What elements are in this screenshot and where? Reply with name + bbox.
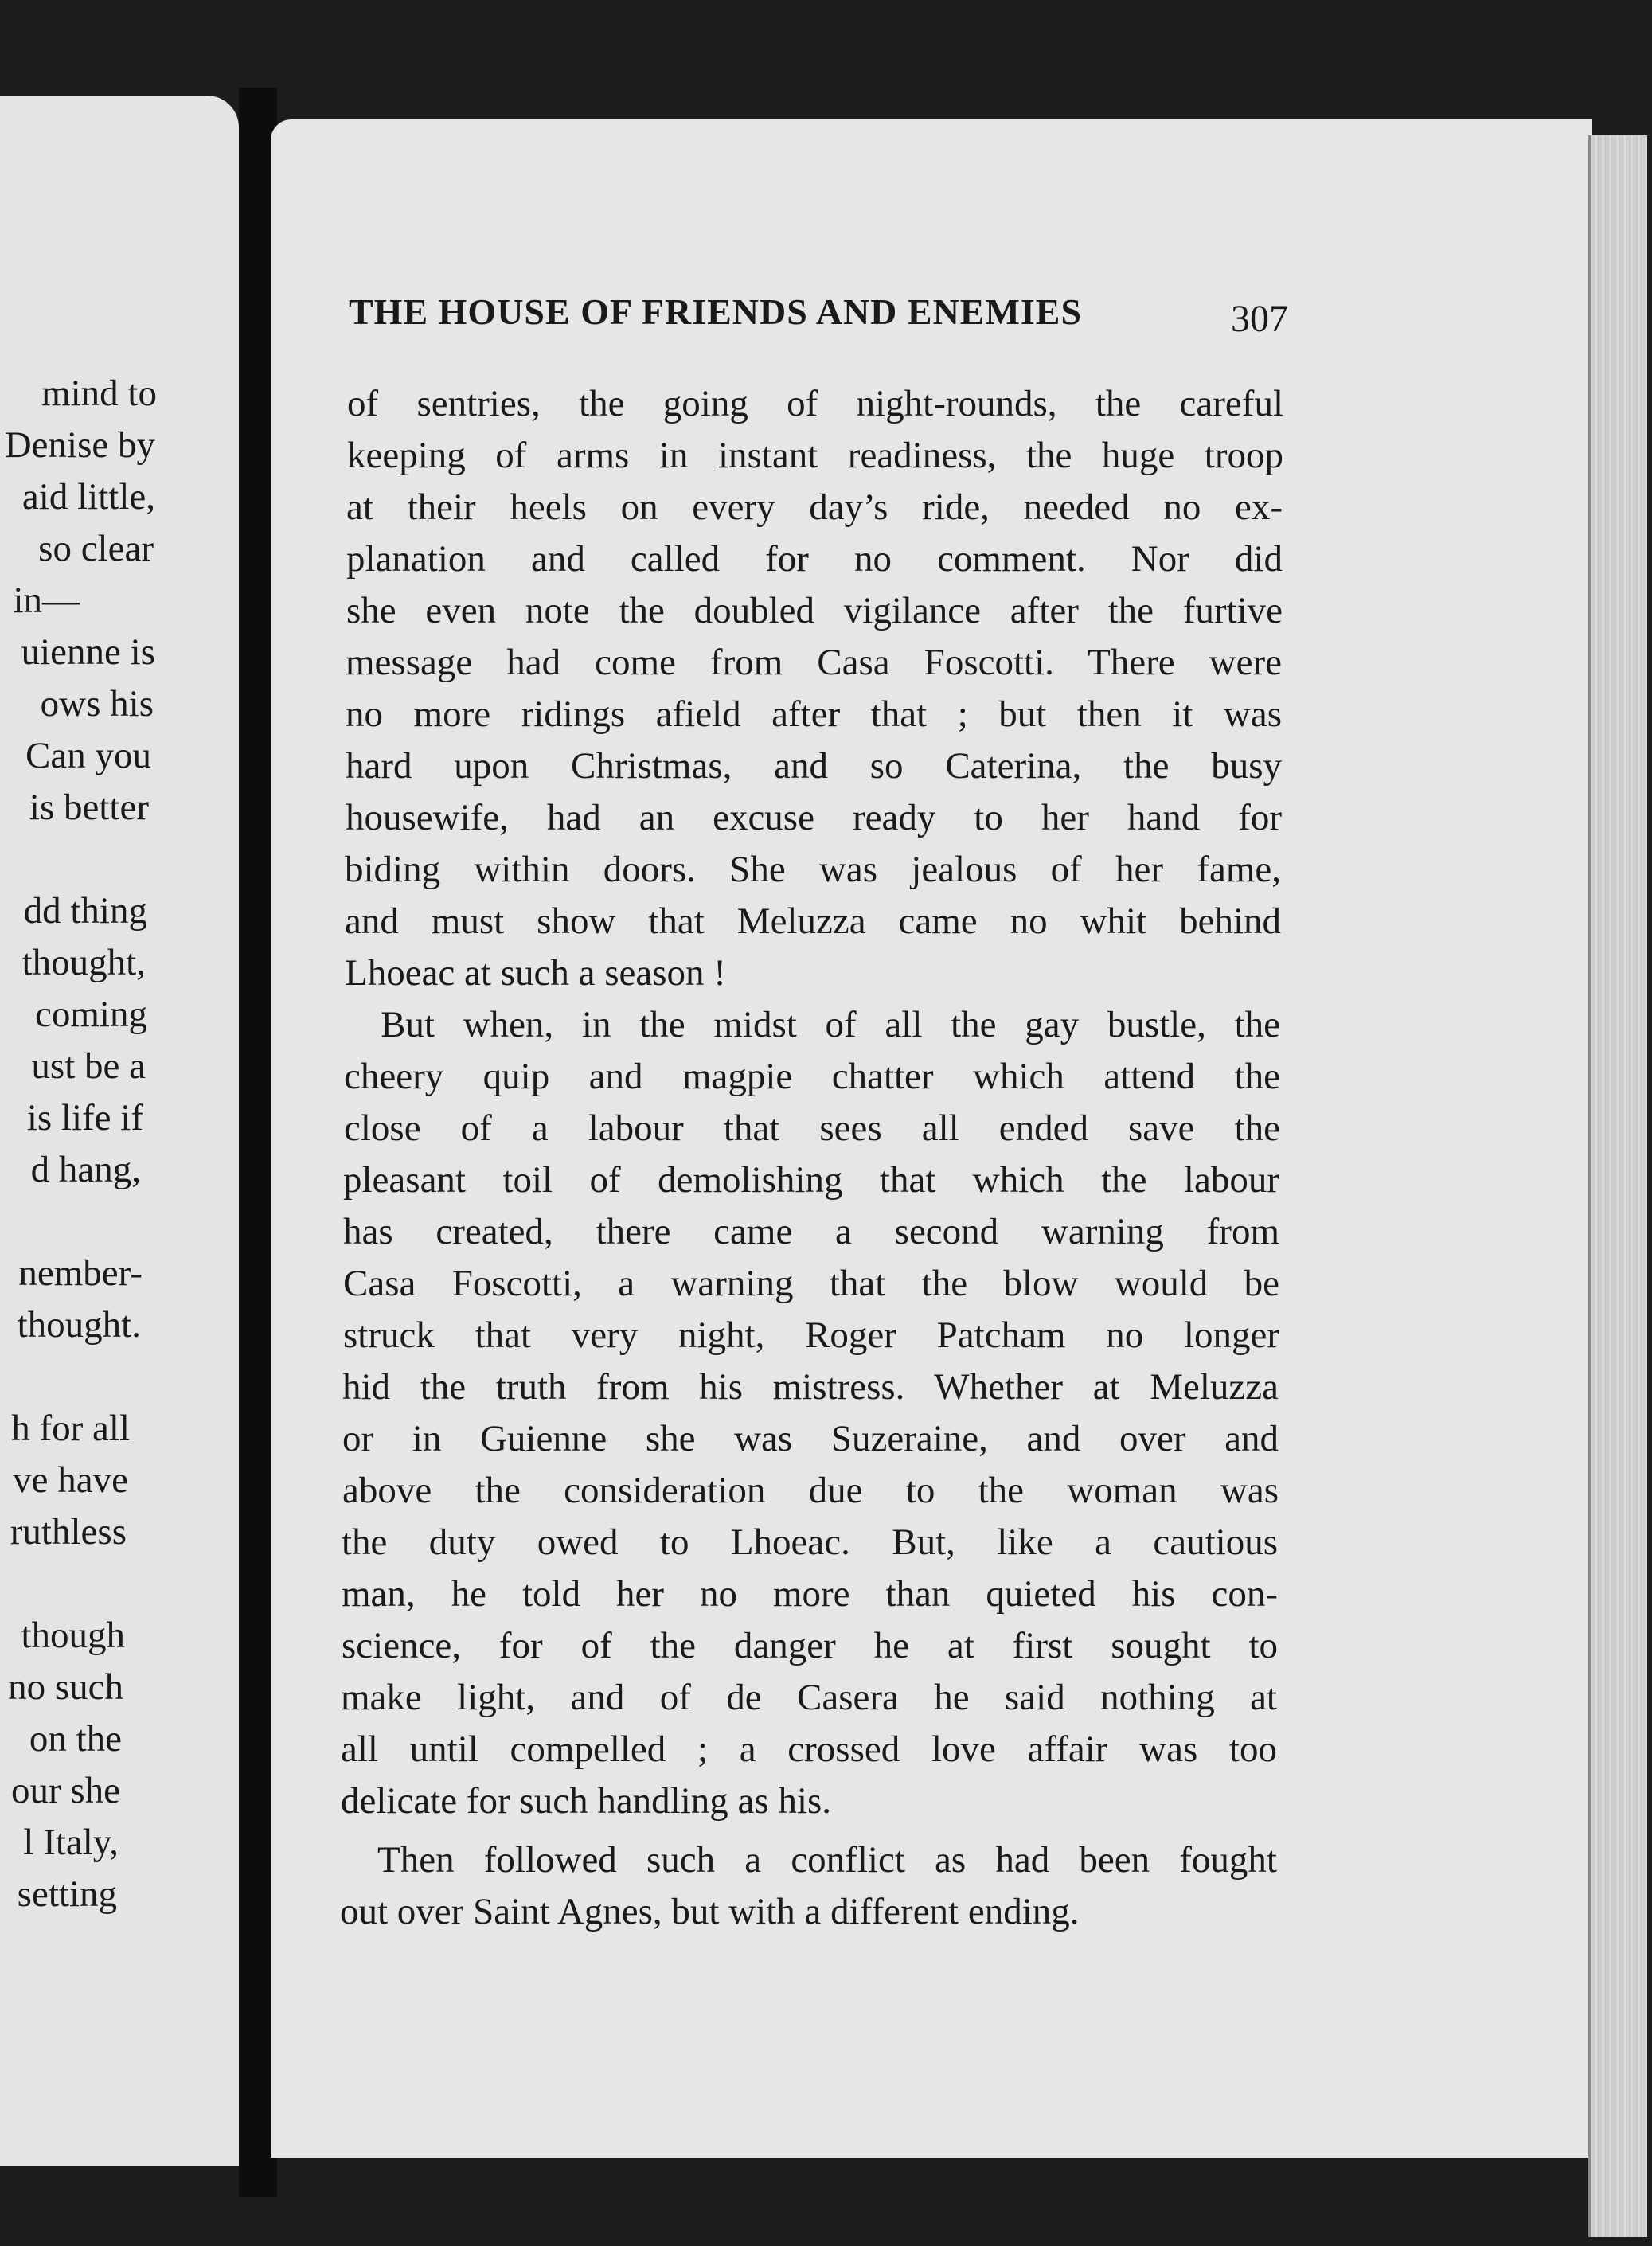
right-page-line: hid the truth from his mistress. Whether at Meluzza (342, 1366, 1279, 1408)
left-page-line: Can you (25, 735, 151, 776)
right-page-line: Casa Foscotti, a warning that the blow would be (343, 1263, 1279, 1304)
right-page-line: above the consideration due to the woman was (342, 1470, 1279, 1511)
right-page-line: has created, there came a second warning from (343, 1211, 1279, 1252)
right-page-line: delicate for such handling as his. (341, 1780, 832, 1822)
left-page-line: mind to (41, 373, 157, 414)
right-page-line: But when, in the midst of all the gay bustle, the (381, 1004, 1280, 1045)
right-page-line: message had come from Casa Foscotti. There were (346, 642, 1282, 683)
right-page-line: or in Guienne she was Suzeraine, and over and (342, 1418, 1279, 1459)
running-head-title: THE HOUSE OF FRIENDS AND ENEMIES (349, 291, 1083, 332)
right-page-line: of sentries, the going of night-rounds, the careful (347, 383, 1283, 424)
left-page-line: is life if (26, 1097, 143, 1139)
left-page-line: our she (10, 1770, 120, 1811)
right-page-line: housewife, had an excuse ready to her hand for (346, 797, 1282, 838)
right-page-line: planation and called for no comment. Nor did (346, 538, 1283, 580)
right-page-line: science, for of the danger he at first sought to (342, 1625, 1278, 1666)
right-page-line: the duty owed to Lhoeac. But, like a cautious (342, 1521, 1278, 1563)
right-page-line: Then followed such a conflict as had been fought (377, 1839, 1277, 1881)
left-page-line: so clear (38, 528, 154, 569)
running-head (349, 291, 1288, 346)
left-page-line: ows his (40, 683, 154, 725)
left-page-line: h for all (11, 1408, 130, 1449)
right-page-line: Lhoeac at such a season ! (345, 952, 726, 994)
right-page-line: she even note the doubled vigilance after the furtive (346, 590, 1283, 631)
right-page-line: keeping of arms in instant readiness, the huge troop (347, 435, 1283, 476)
right-page-line: and must show that Meluzza came no whit behind (345, 900, 1281, 942)
right-page-line: at their heels on every day’s ride, needed no ex- (346, 486, 1283, 528)
left-page-line: nember- (18, 1252, 143, 1294)
left-page-line: thought, (21, 942, 146, 983)
left-page-line: uienne is (21, 631, 155, 673)
left-page-line: ruthless (10, 1511, 127, 1553)
left-page-line: though (21, 1615, 125, 1656)
right-page-line: struck that very night, Roger Patcham no longer (343, 1314, 1279, 1356)
right-page-line: biding within doors. She was jealous of her fame, (345, 849, 1281, 890)
page-number: 307 (1231, 298, 1288, 340)
left-page-line: aid little, (21, 476, 155, 518)
left-page-line: ust be a (31, 1045, 146, 1087)
left-page-line: on the (29, 1718, 122, 1760)
right-page-line: cheery quip and magpie chatter which attend the (344, 1056, 1280, 1097)
right-page-line: no more ridings afield after that ; but then it was (346, 693, 1282, 735)
left-page-line: dd thing (23, 890, 147, 932)
left-page-line: no such (8, 1666, 123, 1708)
right-page-line: pleasant toil of demolishing that which the labour (343, 1159, 1279, 1201)
left-page-line: is better (29, 787, 149, 828)
page-edges (1588, 135, 1647, 2237)
left-page-line: setting (17, 1873, 117, 1915)
right-page-line: out over Saint Agnes, but with a different ending. (340, 1891, 1080, 1932)
left-page-line: Denise by (4, 424, 155, 466)
right-page-line: man, he told her no more than quieted his con- (342, 1573, 1278, 1615)
left-page-line: d hang, (30, 1149, 141, 1190)
left-page-line: ve have (13, 1459, 128, 1501)
left-page-line: thought. (17, 1304, 141, 1346)
left-page-line: in— (13, 580, 80, 621)
left-page-line: coming (35, 994, 147, 1035)
right-page-line: all until compelled ; a crossed love affair was too (341, 1728, 1277, 1770)
right-page-line: close of a labour that sees all ended save the (344, 1107, 1280, 1149)
right-page-line: make light, and of de Casera he said nothing at (341, 1677, 1277, 1718)
left-page-line: l Italy, (23, 1822, 119, 1863)
right-page-line: hard upon Christmas, and so Caterina, the busy (346, 745, 1282, 787)
